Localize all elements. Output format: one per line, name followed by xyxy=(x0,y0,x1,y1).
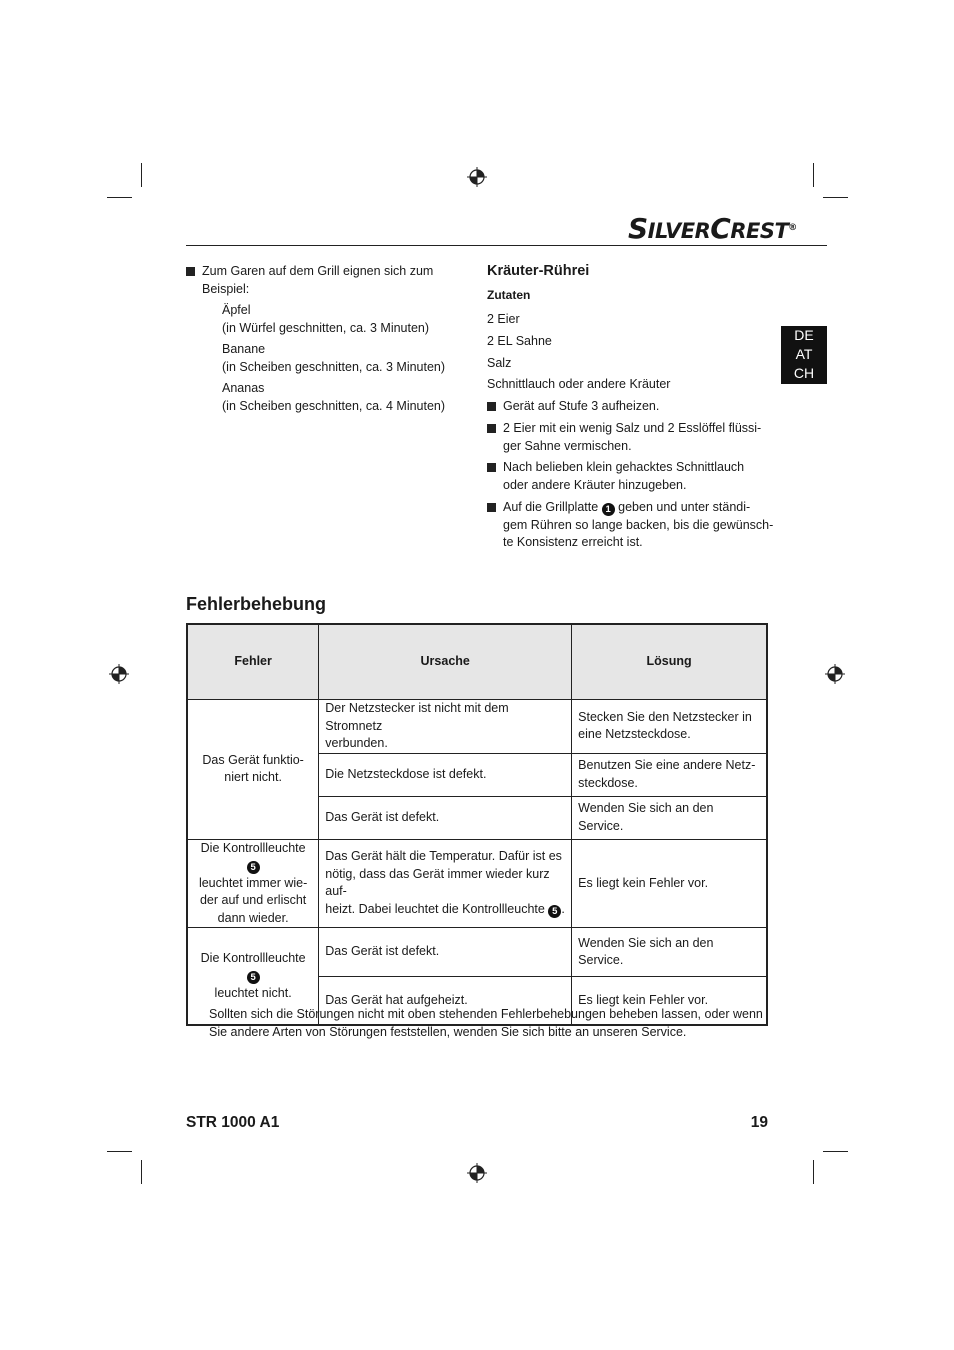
recipe-step: Auf die Grillplatte 1 geben und unter ständi- gem Rühren so lange backen, bis die gewünsch- te Konsistenz erreicht ist. xyxy=(503,500,774,549)
recipe-step: Nach belieben klein gehacktes Schnittlauch oder andere Kräuter hinzugeben. xyxy=(503,460,745,492)
crop-mark xyxy=(107,1151,132,1152)
registration-mark-icon xyxy=(467,1163,487,1183)
fruit-detail: (in Scheiben geschnitten, ca. 3 Minuten) xyxy=(222,359,446,374)
lang-de: DE xyxy=(794,327,814,343)
recipe-title: Kräuter-Rührei xyxy=(487,263,590,279)
bullet-icon xyxy=(487,503,496,512)
ursache-cell: Das Gerät hat aufgeheizt. xyxy=(319,977,572,1025)
registration-mark-icon xyxy=(825,664,845,684)
grill-intro: Zum Garen auf dem Grill eignen sich zum Beispiel: xyxy=(202,264,434,296)
loesung-cell: Benutzen Sie eine andere Netz- steckdose. xyxy=(572,753,767,796)
crop-mark xyxy=(141,1160,142,1184)
loesung-cell: Stecken Sie den Netzstecker in eine Netzsteckdose. xyxy=(572,700,767,754)
section-title: Fehlerbehebung xyxy=(186,594,327,614)
bullet-icon xyxy=(487,402,496,411)
recipe-step: Gerät auf Stufe 3 aufheizen. xyxy=(503,399,660,413)
service-note: Sollten sich die Störungen nicht mit oben stehenden Fehlerbehebungen beheben lassen, oder wenn Sie andere Arten von Störungen feststellen, wenden Sie sich bitte an unseren Service. xyxy=(209,1007,763,1039)
col-header: Fehler xyxy=(187,624,319,700)
language-tab xyxy=(781,326,827,384)
ursache-cell: Das Gerät hält die Temperatur. Dafür ist es nötig, dass das Gerät immer wieder kurz auf- heizt. Dabei leuchtet die Kontrollleuchte 5 . xyxy=(319,839,572,928)
grill-plate-ref-icon: 1 xyxy=(602,503,615,516)
fruit-list xyxy=(222,302,462,415)
table-row xyxy=(187,700,767,754)
fehler-cell: Die Kontrollleuchte 5 leuchtet immer wie- der auf und erlischt dann wieder. xyxy=(187,839,319,928)
ingredient: 2 Eier xyxy=(487,312,520,326)
ingredients-list xyxy=(487,309,670,396)
ursache-cell: Der Netzstecker ist nicht mit dem Stromnetz verbunden. xyxy=(319,700,572,754)
bullet-icon xyxy=(487,463,496,472)
lang-at: AT xyxy=(795,346,813,362)
fehler-cell: Die Kontrollleuchte 5 leuchtet nicht. xyxy=(187,928,319,1025)
ingredient: Schnittlauch oder andere Kräuter xyxy=(487,377,671,392)
ingredient: Salz xyxy=(487,355,512,370)
crop-mark xyxy=(141,163,142,187)
crop-mark xyxy=(107,197,132,198)
control-light-ref-icon: 5 xyxy=(548,905,561,918)
registration-mark-icon xyxy=(467,167,487,187)
col-header: Ursache xyxy=(319,624,572,700)
model-number: STR 1000 A1 xyxy=(186,1114,280,1131)
table-row xyxy=(187,928,767,977)
ursache-cell: Das Gerät ist defekt. xyxy=(319,928,572,977)
fruit-detail: (in Würfel geschnitten, ca. 3 Minuten) xyxy=(222,320,430,335)
bullet-icon xyxy=(487,424,496,433)
ingredient: 2 EL Sahne xyxy=(487,333,552,348)
registration-mark-icon xyxy=(109,664,129,684)
loesung-cell: Es liegt kein Fehler vor. xyxy=(572,977,767,1025)
control-light-ref-icon: 5 xyxy=(247,971,260,984)
crop-mark xyxy=(813,163,814,187)
crop-mark xyxy=(813,1160,814,1184)
crop-mark xyxy=(823,197,848,198)
lang-ch: CH xyxy=(793,365,815,381)
header-rule xyxy=(186,245,827,246)
loesung-cell: Wenden Sie sich an den Service. xyxy=(572,928,767,977)
fruit-name: Äpfel xyxy=(222,303,251,317)
col-header: Lösung xyxy=(572,624,767,700)
recipe-step: 2 Eier mit ein wenig Salz und 2 Esslöffel flüssi- ger Sahne vermischen. xyxy=(503,421,762,453)
page-number: 19 xyxy=(750,1114,768,1131)
table-header-row xyxy=(187,624,767,700)
table-row xyxy=(187,839,767,928)
ursache-cell: Die Netzsteckdose ist defekt. xyxy=(319,753,572,796)
fruit-detail: (in Scheiben geschnitten, ca. 4 Minuten) xyxy=(222,398,446,413)
troubleshooting-table xyxy=(186,623,768,1026)
brand-logo: SILVERCREST® xyxy=(628,212,797,245)
fruit-name: Banane xyxy=(222,342,266,356)
fehler-cell: Das Gerät funktio- niert nicht. xyxy=(187,700,319,840)
ingredients-heading: Zutaten xyxy=(487,288,531,302)
control-light-ref-icon: 5 xyxy=(247,861,260,874)
crop-mark xyxy=(823,1151,848,1152)
loesung-cell: Es liegt kein Fehler vor. xyxy=(572,839,767,928)
fruit-name: Ananas xyxy=(222,381,265,395)
ursache-cell: Das Gerät ist defekt. xyxy=(319,796,572,839)
loesung-cell: Wenden Sie sich an den Service. xyxy=(572,796,767,839)
bullet-icon xyxy=(186,267,195,276)
